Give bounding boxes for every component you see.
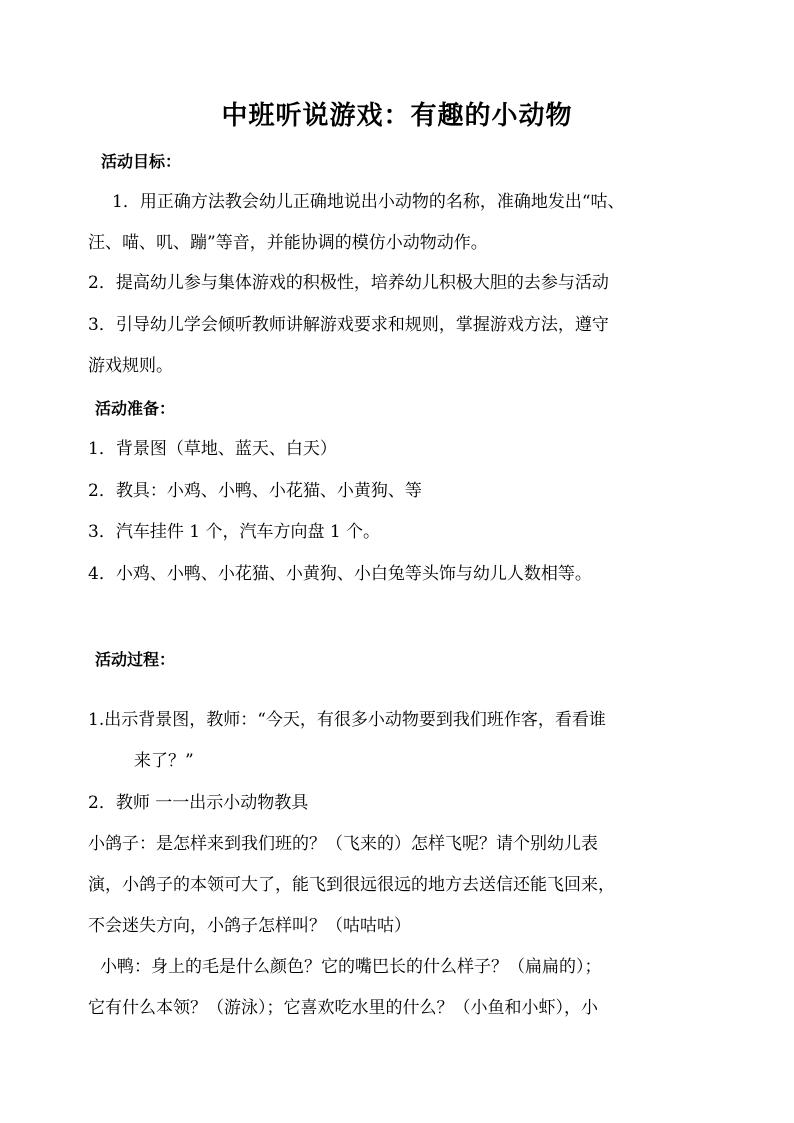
process-line-1: 1.出示背景图，教师：“今天，有很多小动物要到我们班作客，看看谁 <box>88 710 606 730</box>
prep-line-2: 2．教具：小鸡、小鸭、小花猫、小黄狗、等 <box>88 481 422 501</box>
section-heading-prep: 活动准备： <box>95 399 176 418</box>
process-line-4: 小鸽子：是怎样来到我们班的？（飞来的）怎样飞呢？请个别幼儿表 <box>88 834 598 854</box>
process-line-5: 演，小鸽子的本领可大了，能飞到很远很远的地方去送信还能飞回来， <box>88 875 615 895</box>
process-line-6: 不会迷失方向，小鸽子怎样叫？（咕咕咕） <box>88 916 411 936</box>
process-line-3: 2．教师 一一出示小动物教具 <box>88 793 309 813</box>
process-line-7: 小鸭：身上的毛是什么颜色？它的嘴巴长的什么样子？（扁扁的）； <box>100 957 602 977</box>
section-heading-process: 活动过程： <box>95 650 176 669</box>
prep-line-1: 1．背景图（草地、蓝天、白天） <box>88 439 337 459</box>
goal-line-3: 2．提高幼儿参与集体游戏的积极性，培养幼儿积极大胆的去参与活动 <box>88 273 609 293</box>
process-line-2: 来了？” <box>134 751 194 771</box>
goal-line-2: 汪、喵、叽、蹦”等音，并能协调的模仿小动物动作。 <box>88 233 488 253</box>
prep-line-4: 4．小鸡、小鸭、小花猫、小黄狗、小白兔等头饰与幼儿人数相等。 <box>88 564 592 584</box>
goal-line-4: 3．引导幼儿学会倾听教师讲解游戏要求和规则，掌握游戏方法，遵守 <box>88 315 609 335</box>
process-line-8: 它有什么本领？（游泳）；它喜欢吃水里的什么？（小鱼和小虾），小 <box>88 998 598 1018</box>
section-heading-goals: 活动目标： <box>101 152 182 171</box>
goal-line-1: 1．用正确方法教会幼儿正确地说出小动物的名称，准确地发出“咕、 <box>112 192 625 212</box>
goal-line-5: 游戏规则。 <box>88 356 173 376</box>
prep-line-3: 3．汽车挂件 1 个，汽车方向盘 1 个。 <box>88 522 381 542</box>
document-title: 中班听说游戏：有趣的小动物 <box>221 101 573 131</box>
